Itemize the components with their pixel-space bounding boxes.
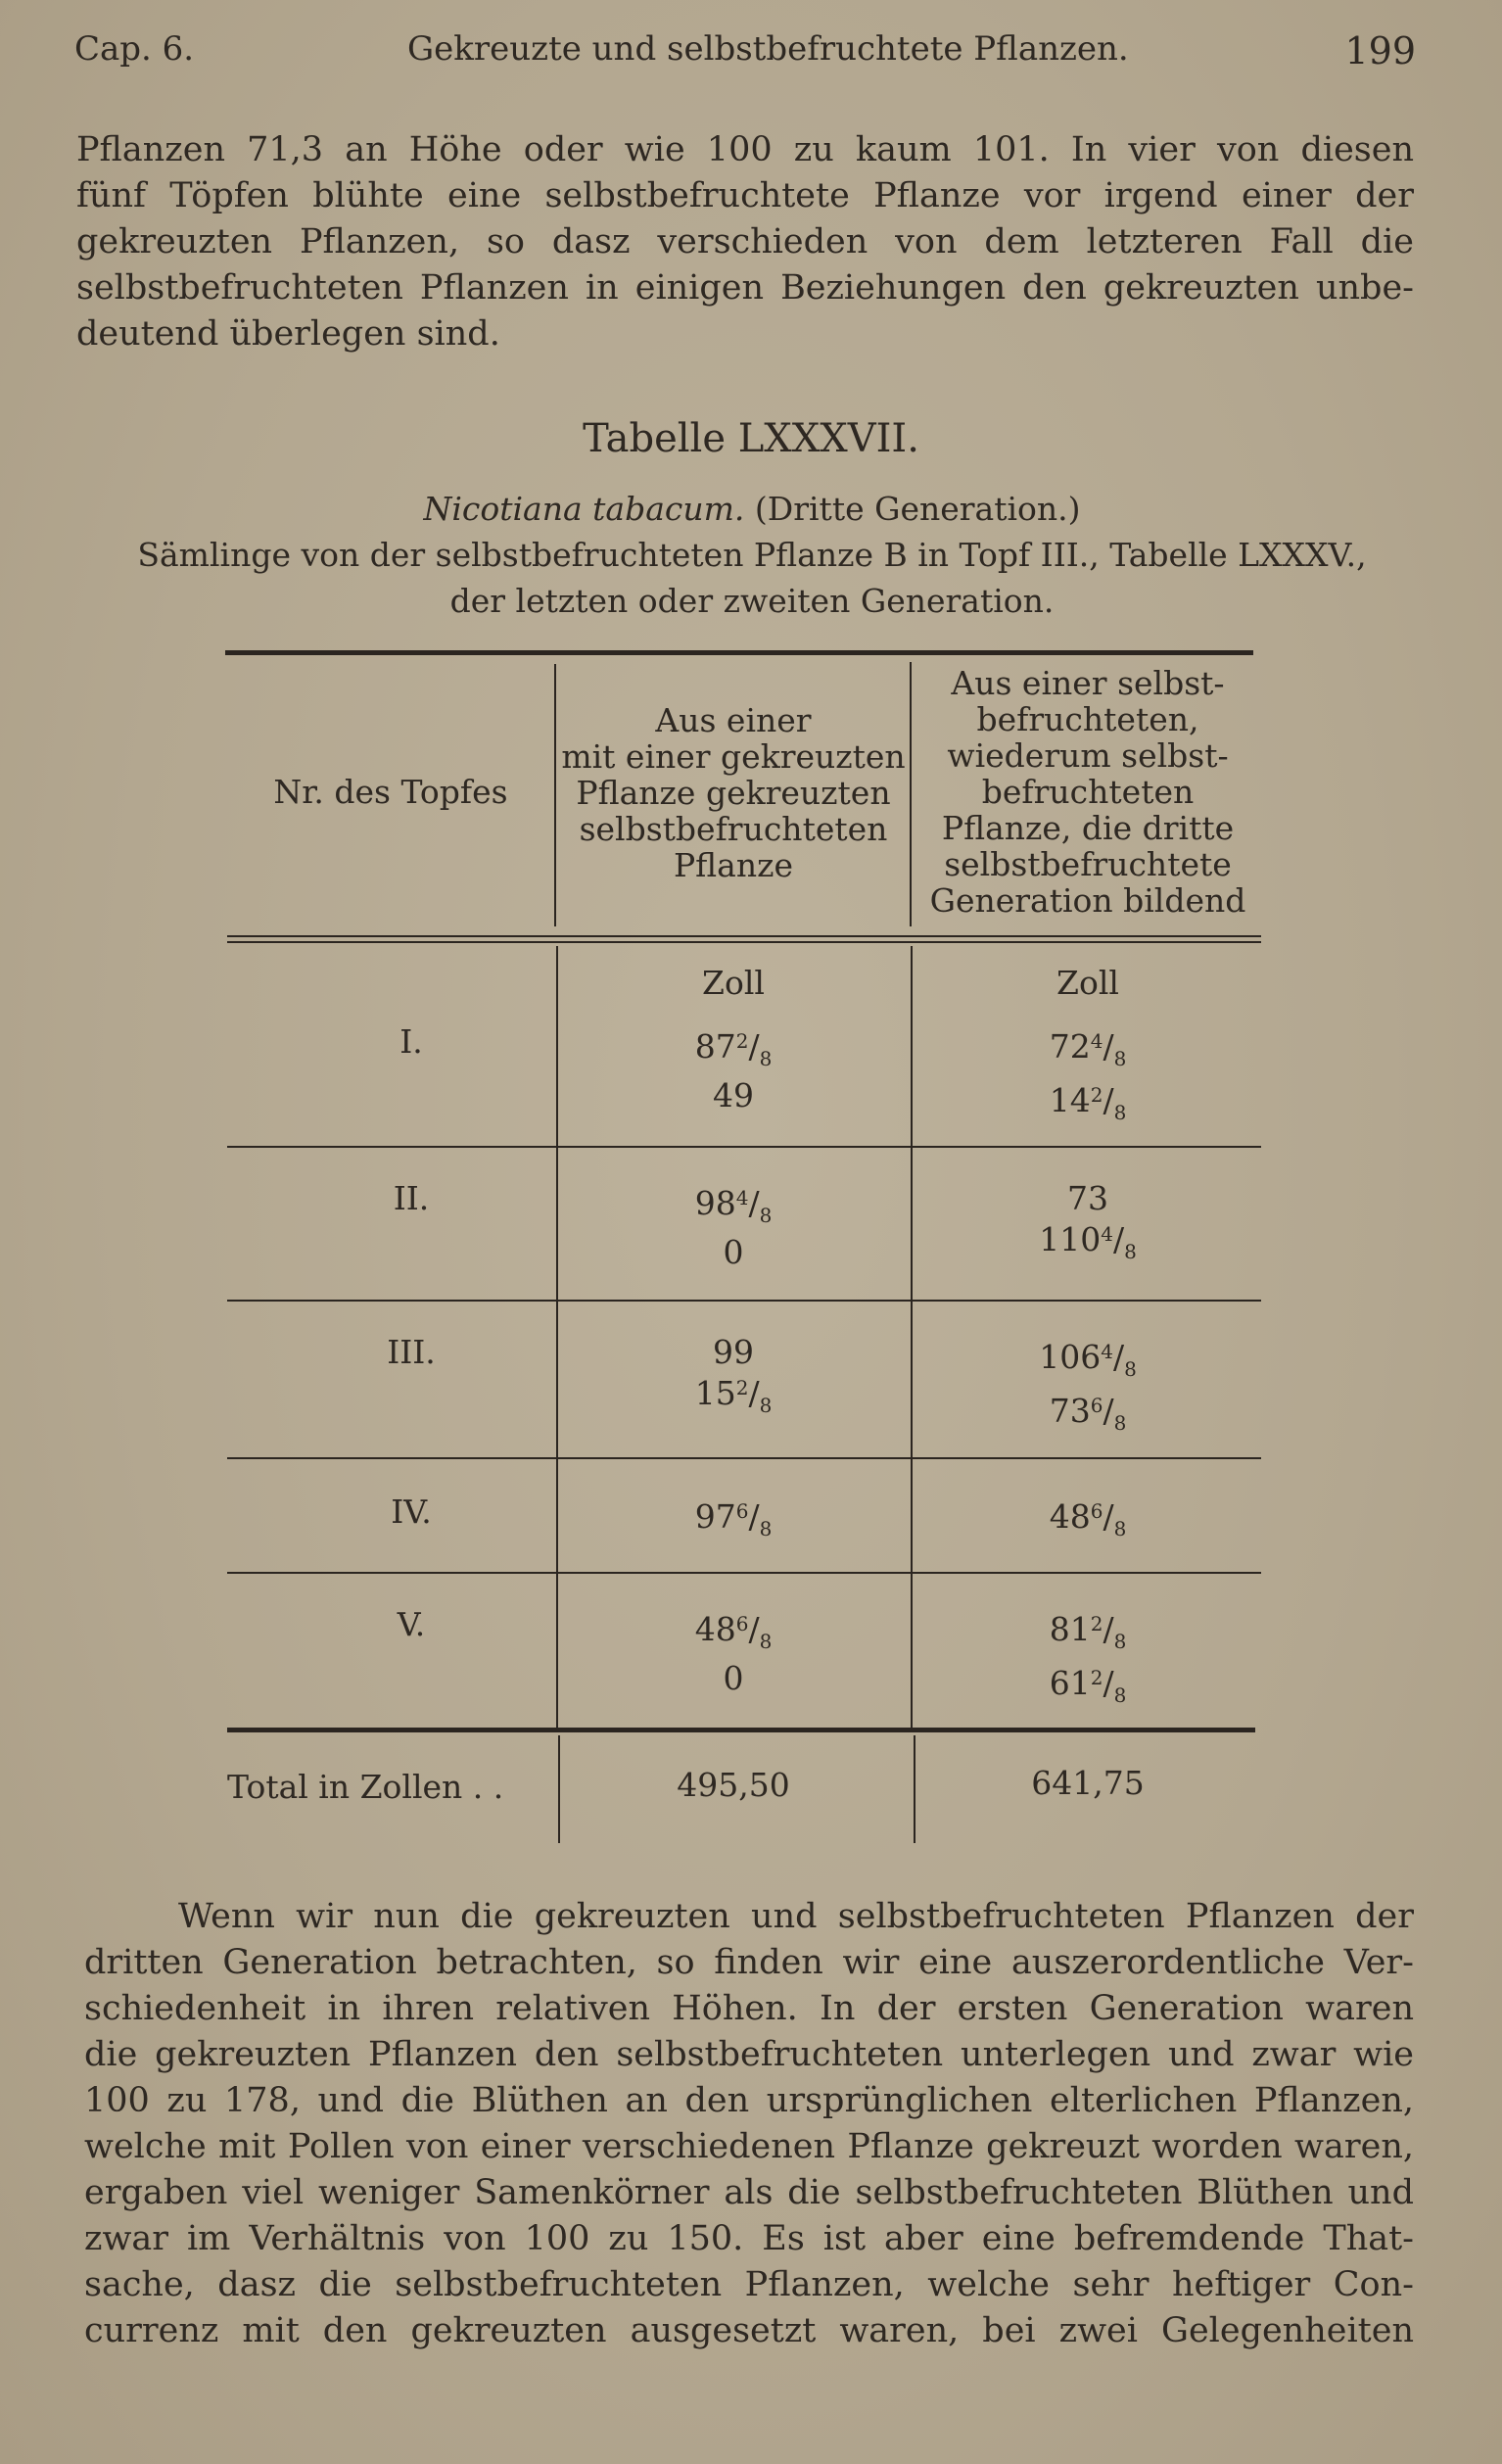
height-value: $61^2/_8$ bbox=[1049, 1664, 1127, 1707]
text-line: Wenn wir nun die gekreuzten und selbstbefruchteten Pflanzen der bbox=[178, 1897, 1414, 1936]
running-header bbox=[74, 29, 1416, 78]
col-header-pot: Nr. des Topfes bbox=[273, 773, 508, 811]
text-line: zwar im Verhältnis von 100 zu 150. Es ist aber eine befremdende That- bbox=[84, 2219, 1414, 2258]
height-crossed bbox=[558, 1023, 909, 1114]
height-value: $15^2/_8$ bbox=[694, 1374, 773, 1417]
row-rule-2 bbox=[227, 1300, 1261, 1302]
row-rule-4 bbox=[227, 1572, 1261, 1574]
generation-label: (Dritte Generation.) bbox=[754, 490, 1081, 528]
total-selfed: 641,75 bbox=[1031, 1764, 1145, 1802]
table-title: Tabelle LXXXVII. bbox=[583, 416, 919, 461]
height-crossed bbox=[558, 1180, 909, 1270]
table-top-rule bbox=[225, 650, 1253, 655]
height-value: $48^6/_8$ bbox=[694, 1610, 773, 1653]
col-header-selfed: Aus einer selbst- befruchteten, wiederum selbst- befruchteten Pflanze, die dritte selbstbefruchtete Generation bildend bbox=[929, 664, 1246, 920]
text-line: deutend überlegen sind. bbox=[76, 314, 500, 354]
row-rule-3 bbox=[227, 1457, 1261, 1459]
unit-crossed: Zoll bbox=[702, 964, 765, 1002]
height-value: 49 bbox=[713, 1076, 754, 1114]
table-caption-line-1: Sämlinge von der selbstbefruchteten Pflanze B in Topf III., Tabelle LXXXV., bbox=[137, 536, 1367, 574]
height-selfed bbox=[913, 1180, 1263, 1270]
height-value: 0 bbox=[723, 1233, 744, 1271]
species-name: Nicotiana tabacum. bbox=[423, 490, 745, 528]
height-value: $73^6/_8$ bbox=[1049, 1392, 1127, 1435]
text-line: schiedenheit in ihren relativen Höhen. In der ersten Generation waren bbox=[84, 1989, 1414, 2028]
text-line: dritten Generation betrachten, so finden wir eine auszerordentliche Ver- bbox=[84, 1943, 1414, 1982]
text-line: welche mit Pollen von einer verschiedenen Pflanze gekreuzt worden waren, bbox=[84, 2127, 1414, 2166]
table-caption-line-2: der letzten oder zweiten Generation. bbox=[449, 582, 1055, 620]
pot-number: II. bbox=[393, 1179, 430, 1217]
pot-number: I. bbox=[399, 1022, 423, 1061]
height-selfed bbox=[913, 1023, 1263, 1131]
height-value: $81^2/_8$ bbox=[1049, 1610, 1127, 1653]
height-selfed bbox=[913, 1493, 1263, 1547]
height-value: $72^4/_8$ bbox=[1049, 1027, 1127, 1070]
height-crossed bbox=[558, 1606, 909, 1696]
height-value: $110^4/_8$ bbox=[1039, 1220, 1137, 1263]
text-line: ergaben viel weniger Samenkörner als die selbstbefruchteten Blüthen und bbox=[84, 2173, 1414, 2212]
table-species-line bbox=[76, 490, 1428, 528]
text-line: currenz mit den gekreuzten ausgesetzt waren, bei zwei Gelegenheiten bbox=[84, 2311, 1414, 2350]
text-line: die gekreuzten Pflanzen den selbstbefruchteten unterlegen und zwar wie bbox=[84, 2035, 1414, 2074]
pot-number: IV. bbox=[391, 1493, 432, 1531]
height-value: $87^2/_8$ bbox=[694, 1027, 773, 1070]
unit-selfed: Zoll bbox=[1056, 964, 1119, 1002]
text-line: gekreuzten Pflanzen, so dasz verschieden von dem letzteren Fall die bbox=[76, 222, 1414, 261]
height-value: 0 bbox=[723, 1659, 744, 1697]
text-line: Pflanzen 71,3 an Höhe oder wie 100 zu kaum 101. In vier von diesen bbox=[76, 130, 1414, 169]
col-sep-header-1 bbox=[554, 664, 556, 926]
body-paragraph bbox=[84, 1894, 1414, 2354]
total-label: Total in Zollen . . bbox=[227, 1768, 504, 1806]
intro-paragraph bbox=[76, 127, 1414, 357]
text-line: selbstbefruchteten Pflanzen in einigen Beziehungen den gekreuzten unbe- bbox=[76, 268, 1414, 308]
height-selfed bbox=[913, 1334, 1263, 1442]
running-title: Gekreuzte und selbstbefruchtete Pflanzen. bbox=[407, 29, 1129, 69]
height-value: $97^6/_8$ bbox=[694, 1497, 773, 1540]
height-selfed bbox=[913, 1606, 1263, 1714]
page-number: 199 bbox=[1344, 29, 1416, 72]
col-header-crossed: Aus einer mit einer gekreuzten Pflanze gekreuzten selbstbefruchteten Pflanze bbox=[561, 701, 906, 884]
text-line: fünf Töpfen blühte eine selbstbefruchtete Pflanze vor irgend einer der bbox=[76, 176, 1414, 215]
height-value: $98^4/_8$ bbox=[694, 1184, 773, 1227]
height-value: $14^2/_8$ bbox=[1049, 1081, 1127, 1124]
text-line: 100 zu 178, und die Blüthen an den ursprünglichen elterlichen Pflanzen, bbox=[84, 2081, 1414, 2120]
row-rule-1 bbox=[227, 1146, 1261, 1148]
col-sep-header-2 bbox=[910, 662, 912, 926]
height-value: $48^6/_8$ bbox=[1049, 1497, 1127, 1540]
header-rule-2 bbox=[227, 941, 1261, 943]
total-crossed: 495,50 bbox=[677, 1766, 790, 1804]
text-line: sache, dasz die selbstbefruchteten Pflanzen, welche sehr heftiger Con- bbox=[84, 2265, 1414, 2304]
pot-number: V. bbox=[397, 1605, 426, 1643]
height-crossed bbox=[558, 1334, 909, 1424]
height-value: $106^4/_8$ bbox=[1039, 1338, 1137, 1381]
pot-number: III. bbox=[387, 1333, 436, 1371]
height-value: 73 bbox=[1067, 1179, 1108, 1217]
total-rule bbox=[227, 1728, 1255, 1732]
chapter-label: Cap. 6. bbox=[74, 29, 195, 69]
height-value: 99 bbox=[713, 1333, 754, 1371]
height-crossed bbox=[558, 1493, 909, 1547]
header-rule-1 bbox=[227, 935, 1261, 937]
